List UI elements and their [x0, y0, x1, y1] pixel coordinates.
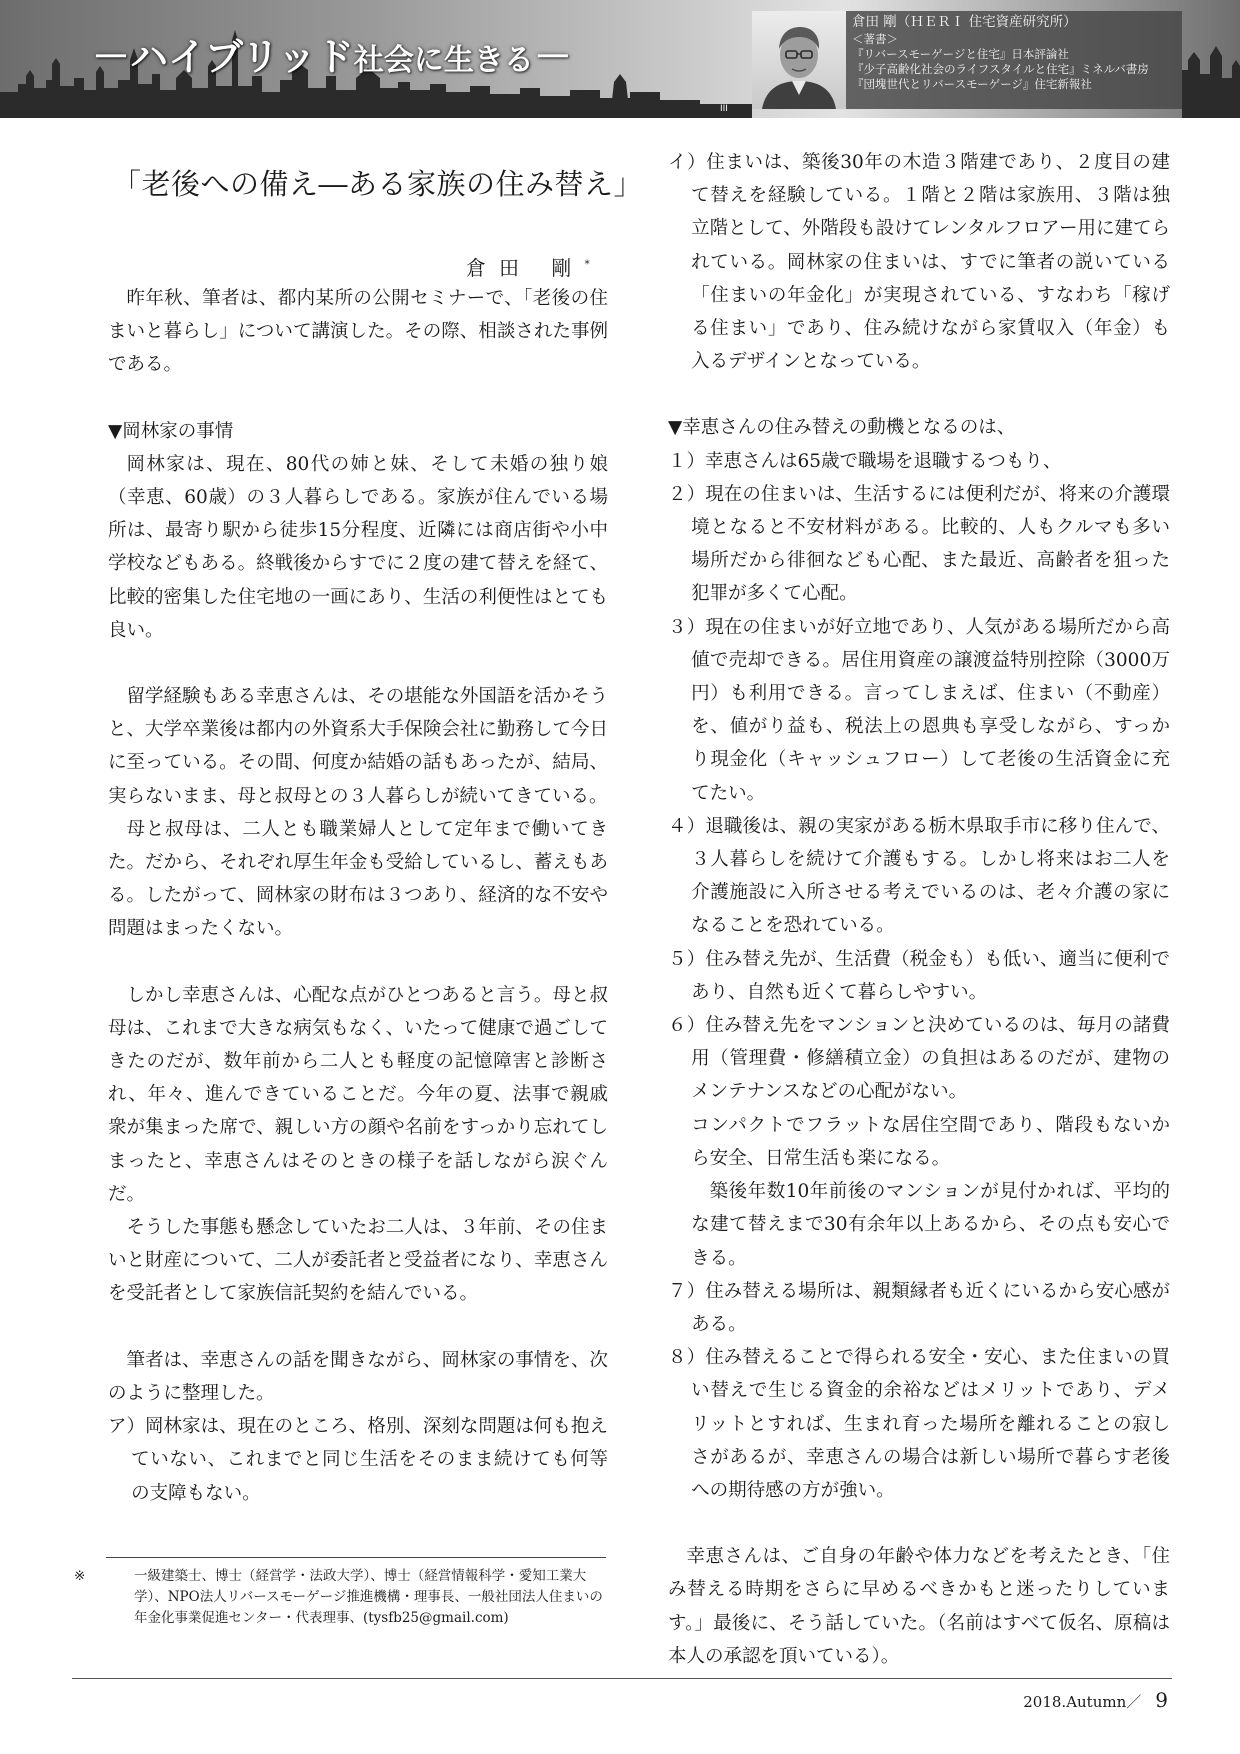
- body-paragraph: 岡林家は、現在、80代の姉と妹、そして未婚の独り娘（幸恵、60歳）の３人暮らしである。家族が住んでいる場所は、最寄り駅から徒歩15分程度、近隣には商店街や小中学校などもある。終戦後からすでに２度の建て替えを経て、比較的密集した住宅地の一画にあり、生活の利便性はとても良い。: [108, 453, 608, 641]
- footnote-marker: *: [584, 257, 590, 271]
- closing-paragraph: 幸恵さんは、ご自身の年齢や体力などを考えたとき、「住み替える時期をさらに早めるべきかもと迷ったりしています。」最後に、そう話していた。（名前はすべて仮名、原稿は本人の承認を頂いている）。: [668, 1546, 1170, 1667]
- left-column: [108, 282, 608, 1510]
- reason-item: ７）住み替える場所は、親類縁者も近くにいるから安心感がある。: [668, 1280, 1170, 1335]
- series-title-main: ハイブリッド: [130, 35, 354, 79]
- footnote-mark: ※: [74, 1568, 86, 1584]
- title-dash-left: －: [92, 35, 131, 79]
- reason-item: ６）住み替え先をマンションと決めているのは、毎月の諸費用（管理費・修繕積立金）の負担はあるのだが、建物のメンテナンスなどの心配がない。: [668, 1015, 1170, 1103]
- books-label: ＜著書＞: [852, 32, 898, 46]
- reason-item: ３）現在の住まいが好立地であり、人気がある場所だから高値で売却できる。居住用資産の譲渡益特別控除（3000万円）も利用できる。言ってしまえば、住まい（不動産）を、値がり益も、税法上の恩典も享受しながら、すっかり現金化（キャッシュフロー）して老後の生活資金に充てたい。: [668, 616, 1170, 804]
- paragraph-gap: [108, 382, 608, 415]
- author-photo: [752, 11, 846, 109]
- list-item: ア）岡林家は、現在のところ、格別、深刻な問題は何も抱えていない、これまでと同じ生活をそのまま続けても何等の支障もない。: [108, 1416, 608, 1504]
- section-heading: ▼岡林家の事情: [108, 420, 234, 442]
- book-title: 『リバースモーゲージと住宅』日本評論社: [852, 47, 1069, 61]
- title-dash-right: －: [533, 35, 572, 79]
- book-title: 『少子高齢化社会のライフスタイルと住宅』ミネルバ書房: [852, 62, 1149, 76]
- list-item: イ）住まいは、築後30年の木造３階建であり、２度目の建て替えを経験している。１階と２階は家族用、３階は独立階として、外階段も設けてレンタルフロアー用に建てられている。岡林家の住まいは、すでに筆者の説いている「住まいの年金化」が実現されている、すなわち「稼げる住まい」であり、住み続けながら家賃収入（年金）も入るデザインとなっている。: [668, 152, 1170, 373]
- body-paragraph: そうした事態も懸念していたお二人は、３年前、その住まいと財産について、二人が委託者と受益者になり、幸恵さんを受託者として家族信託契約を結んでいる。: [108, 1217, 608, 1305]
- footnote-text: 一級建築士、博士（経営学・法政大学）、博士（経営情報科学・愛知工業大学）、NPO法人リバースモーゲージ推進機構・理事長、一般社団法人住まいの年金化事業促進センター・代表理事、(tysfb25@gmail.com): [134, 1568, 603, 1626]
- author-info: [852, 13, 1182, 92]
- footer-divider: [72, 1678, 1172, 1679]
- header-mark: III: [720, 104, 728, 114]
- article-byline: [466, 252, 590, 281]
- reason-item: ８）住み替えることで得られる安全・安心、また住まいの買い替えで生じる資金的余裕などはメリットであり、デメリットとすれば、生まれ育った場所を離れることの寂しさがあるが、幸恵さんの場合は新しい場所で暮らす老後への期待感の方が強い。: [668, 1347, 1170, 1501]
- paragraph-gap: [108, 946, 608, 979]
- reason-continuation: 築後年数10年前後のマンションが見付かれば、平均的な建て替えまで30有余年以上あるから、その点も安心できる。: [691, 1181, 1170, 1269]
- body-paragraph: 母と叔母は、二人とも職業婦人として定年まで働いてきた。だから、それぞれ厚生年金も受給しているし、蓄えもある。したがって、岡林家の財布は３つあり、経済的な不安や問題はまったくない。: [108, 818, 608, 940]
- author-footnote: [74, 1566, 604, 1629]
- body-paragraph: しかし幸恵さんは、心配な点がひとつあると言う。母と叔母は、これまで大きな病気もなく、いたって健康で過ごしてきたのだが、数年前から二人とも軽度の記憶障害と診断され、年々、進んできていることだ。今年の夏、法事で親戚衆が集まった席で、親しい方の顔や名前をすっかり忘れてしまったと、幸恵さんはそのときの様子を話しながら涙ぐんだ。: [108, 984, 608, 1205]
- book-title: 『団塊世代とリバースモーゲージ』住宅新報社: [852, 77, 1092, 91]
- issue-label: 2018.Autumn／: [1023, 1693, 1142, 1711]
- footnote-divider: [106, 1557, 606, 1558]
- series-header-banner: [0, 0, 1240, 118]
- article-title: 「老後への備え―ある家族の住み替え」: [112, 167, 644, 201]
- section-heading: ▼幸恵さんの住み替えの動機となるのは、: [668, 417, 1016, 439]
- author-portrait-image: [752, 11, 846, 109]
- series-title: [92, 26, 572, 81]
- body-paragraph: 筆者は、幸恵さんの話を聞きながら、岡林家の事情を、次のように整理した。: [108, 1349, 608, 1404]
- reason-item: ５）住み替え先が、生活費（税金も）も低い、適当に便利であり、自然も近くて暮らしやすい。: [668, 948, 1170, 1003]
- page-footer: [1023, 1688, 1168, 1712]
- reason-item: １）幸恵さんは65歳で職場を退職するつもり、: [668, 450, 1062, 472]
- reason-item: ４）退職後は、親の実家がある栃木県取手市に移り住んで、３人暮らしを続けて介護もする。しかし将来はお二人を介護施設に入所させる考えでいるのは、老々介護の家になることを恐れている。: [668, 815, 1170, 937]
- series-title-rest: 社会に生きる: [353, 43, 534, 78]
- body-paragraph: 留学経験もある幸恵さんは、その堪能な外国語を活かそうと、大学卒業後は都内の外資系大手保険会社に勤務して今日に至っている。その間、何度か結婚の話もあったが、結局、実らないまま、母と叔母との３人暮らしが続いてきている。: [108, 686, 608, 807]
- paragraph-gap: [668, 378, 1170, 411]
- reason-continuation: コンパクトでフラットな居住空間であり、階段もないから安全、日常生活も楽になる。: [691, 1114, 1170, 1169]
- right-column: [668, 146, 1170, 1673]
- author-name: 倉田 剛: [466, 256, 585, 280]
- reason-item: ２）現在の住まいは、生活するには便利だが、将来の介護環境となると不安材料がある。比較的、人もクルマも多い場所だから徘徊なども心配、また最近、高齢者を狙った犯罪が多くて心配。: [668, 483, 1170, 605]
- author-name-affiliation: 倉田 剛（ＨＥＲＩ 住宅資産研究所）: [852, 14, 1077, 30]
- page-number: 9: [1155, 1688, 1168, 1712]
- paragraph-gap: [108, 1311, 608, 1344]
- paragraph-gap: [108, 647, 608, 680]
- intro-paragraph: 昨年秋、筆者は、都内某所の公開セミナーで、「老後の住まいと暮らし」について講演した。その際、相談された事例である。: [108, 288, 608, 376]
- paragraph-gap: [668, 1507, 1170, 1540]
